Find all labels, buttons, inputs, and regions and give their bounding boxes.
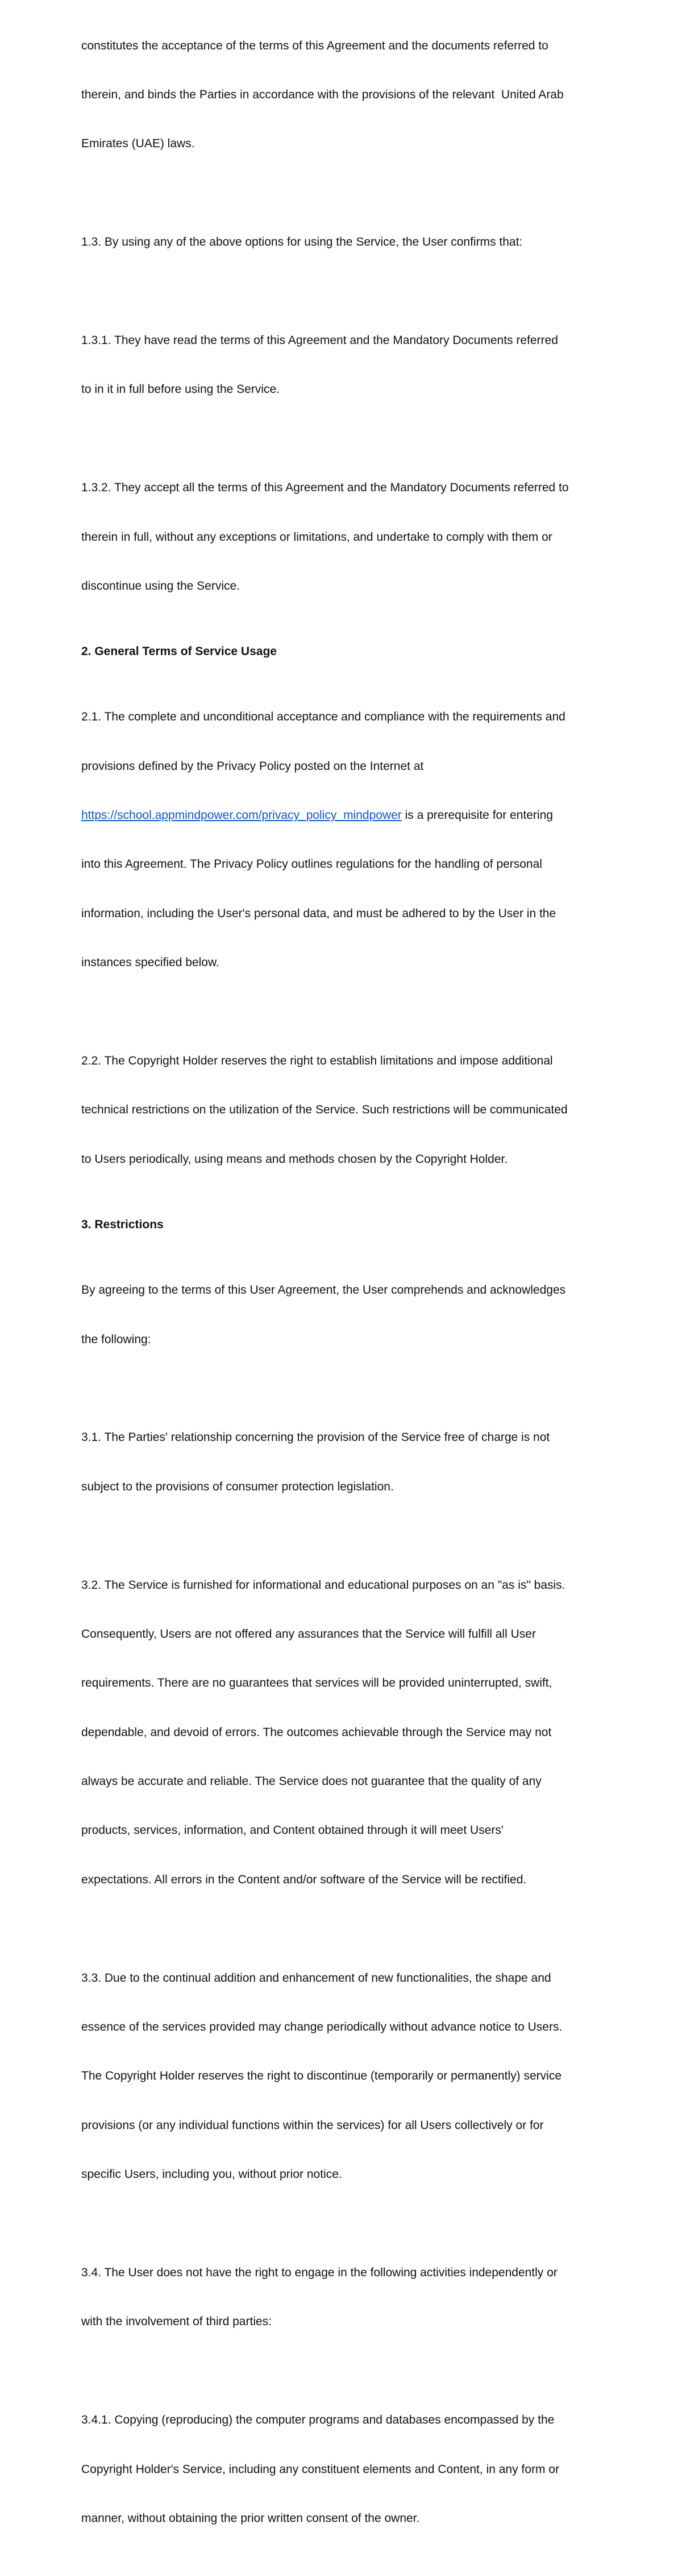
clause-2-1	[81, 677, 593, 1004]
text-line: expectations. All errors in the Content and/or software of the Service will be rectified.	[81, 1873, 527, 1886]
text-line: The Copyright Holder reserves the right to discontinue (temporarily or permanently) service	[81, 2069, 562, 2083]
clause-3-4-1	[81, 2380, 593, 2560]
text-line: therein in full, without any exceptions or limitations, and undertake to comply with them or	[81, 530, 552, 544]
text-line: information, including the User's personal data, and must be adhered to by the User in the	[81, 906, 556, 920]
text-line: into this Agreement. The Privacy Policy outlines regulations for the handling of personal	[81, 858, 542, 871]
text-line: to in it in full before using the Service.	[81, 383, 280, 396]
text-line: 2.1. The complete and unconditional acceptance and compliance with the requirements and	[81, 710, 565, 724]
text-line: discontinue using the Service.	[81, 579, 240, 593]
text-line: By agreeing to the terms of this User Agreement, the User comprehends and acknowledges	[81, 1283, 566, 1297]
text-line: provisions defined by the Privacy Policy posted on the Internet at	[81, 759, 424, 773]
text-line: Copyright Holder's Service, including any constituent elements and Content, in any form or	[81, 2462, 559, 2476]
section-3-heading: 3. Restrictions	[81, 1217, 164, 1231]
clause-2-2	[81, 1020, 593, 1200]
text-line: specific Users, including you, without prior notice.	[81, 2168, 342, 2181]
text-line: essence of the services provided may change periodically without advance notice to Users.	[81, 2020, 563, 2034]
clause-1-3-1	[81, 300, 593, 430]
text-line: 2.2. The Copyright Holder reserves the right to establish limitations and impose additional	[81, 1054, 553, 1067]
text-fragment: is a prerequisite for entering	[401, 809, 553, 822]
text-line: Emirates (UAE) laws.	[81, 137, 195, 151]
clause-1-3	[81, 202, 593, 284]
text-line: 3.2. The Service is furnished for informational and educational purposes on an "as is" basis.	[81, 1578, 565, 1592]
text-line-with-link	[81, 807, 593, 824]
clause-3-4	[81, 2232, 593, 2363]
text-line: to Users periodically, using means and methods chosen by the Copyright Holder.	[81, 1152, 508, 1166]
clause-3-3	[81, 1937, 593, 2216]
text-line: 1.3. By using any of the above options for using the Service, the User confirms that:	[81, 235, 523, 249]
text-line: the following:	[81, 1332, 151, 1346]
text-line: subject to the provisions of consumer protection legislation.	[81, 1480, 394, 1493]
clause-3-1	[81, 1397, 593, 1528]
text-line: products, services, information, and Content obtained through it will meet Users'	[81, 1824, 504, 1837]
text-line: instances specified below.	[81, 956, 219, 970]
text-line: 3.4.1. Copying (reproducing) the computer programs and databases encompassed by the	[81, 2413, 555, 2427]
document-page	[81, 5, 593, 2576]
text-line: 3.1. The Parties' relationship concerning the provision of the Service free of charge is not	[81, 1431, 550, 1444]
text-line: 1.3.1. They have read the terms of this Agreement and the Mandatory Documents referred	[81, 333, 558, 347]
text-line: 3.3. Due to the continual addition and enhancement of new functionalities, the shape and	[81, 1971, 551, 1985]
clause-3-2	[81, 1544, 593, 1921]
text-line: always be accurate and reliable. The Service does not guarantee that the quality of any	[81, 1775, 542, 1788]
section-3-intro	[81, 1250, 593, 1381]
intro-continuation-paragraph	[81, 5, 593, 185]
clause-1-3-2	[81, 448, 593, 628]
text-line: provisions (or any individual functions within the services) for all Users collectively or for	[81, 2118, 544, 2132]
text-line: manner, without obtaining the prior written consent of the owner.	[81, 2511, 420, 2525]
text-line: requirements. There are no guarantees that services will be provided uninterrupted, swift,	[81, 1676, 552, 1690]
text-line: therein, and binds the Parties in accordance with the provisions of the relevant United Arab	[81, 88, 564, 101]
text-line: 1.3.2. They accept all the terms of this Agreement and the Mandatory Documents referred to	[81, 481, 569, 495]
section-2-heading: 2. General Terms of Service Usage	[81, 645, 277, 659]
text-line: Consequently, Users are not offered any assurances that the Service will fulfill all User	[81, 1627, 536, 1641]
text-line: technical restrictions on the utilization of the Service. Such restrictions will be communicated	[81, 1103, 568, 1117]
text-line: 3.4. The User does not have the right to engage in the following activities independently or	[81, 2266, 558, 2279]
text-line: dependable, and devoid of errors. The outcomes achievable through the Service may not	[81, 1725, 552, 1739]
text-line: constitutes the acceptance of the terms of this Agreement and the documents referred to	[81, 39, 548, 52]
privacy-policy-link[interactable]: https://school.appmindpower.com/privacy_policy_mindpower	[81, 809, 402, 822]
text-line: with the involvement of third parties:	[81, 2315, 272, 2329]
